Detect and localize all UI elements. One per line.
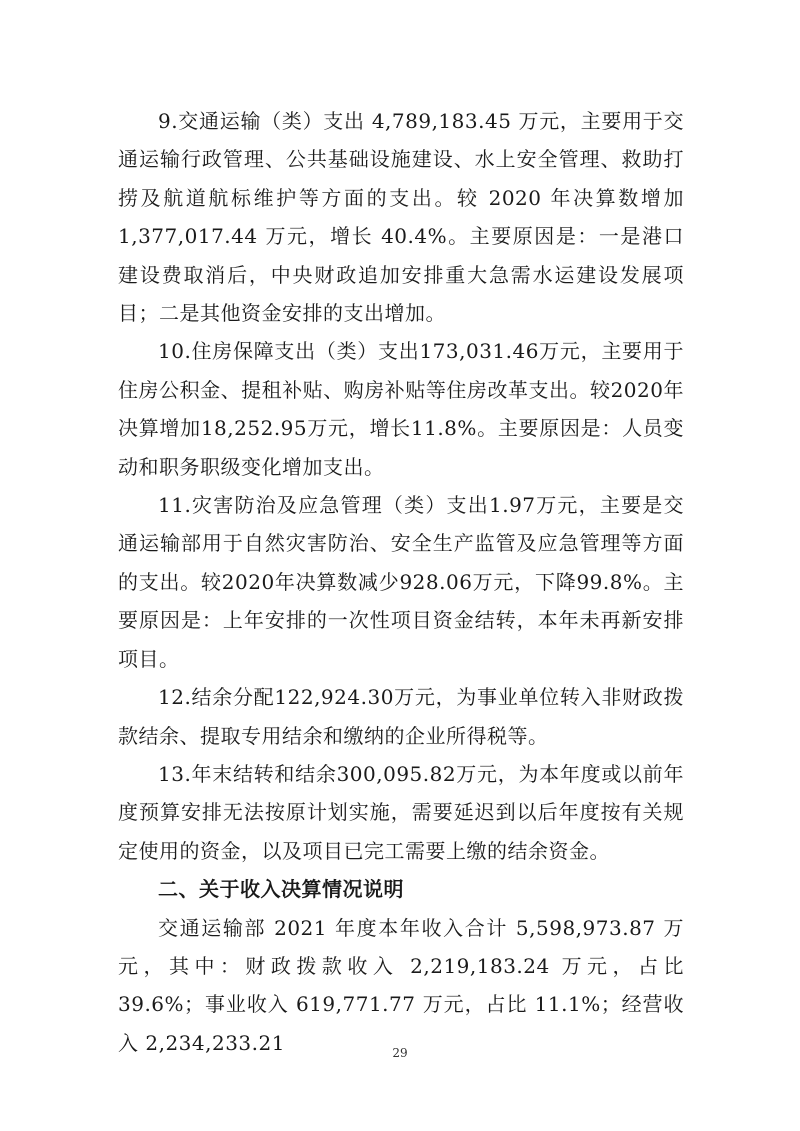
paragraph-disaster-expenditure: 11.灾害防治及应急管理（类）支出1.97万元，主要是交通运输部用于自然灾害防治、安全生产监管及应急管理等方面的支出。较2020年决算数减少928.06万元，下降99.8%。主要原因是：上年安排的一次性项目资金结转，本年未再新安排项目。 bbox=[118, 493, 684, 671]
section-heading: 二、关于收入决算情况说明 bbox=[158, 877, 404, 902]
body-text bbox=[118, 102, 684, 1062]
page-number: 29 bbox=[392, 1046, 408, 1060]
paragraph-housing-expenditure: 10.住房保障支出（类）支出173,031.46万元，主要用于住房公积金、提租补贴、购房补贴等住房改革支出。较2020年决算增加18,252.95万元，增长11.8%。主要原因是：人员变动和职务职级变化增加支出。 bbox=[118, 339, 684, 479]
paragraph-year-end-carryover: 13.年末结转和结余300,095.82万元，为本年度或以前年度预算安排无法按原计划实施，需要延迟到以后年度按有关规定使用的资金，以及项目已完工需要上缴的结余资金。 bbox=[118, 761, 684, 863]
paragraph-income-summary: 交通运输部 2021 年度本年收入合计 5,598,973.87 万元，其中：财政拨款收入 2,219,183.24 万元，占比 39.6%；事业收入 619,771.77 万元，占比 11.1%；经营收入 2,234,233.21 bbox=[118, 915, 684, 1055]
paragraph-transport-expenditure: 9.交通运输（类）支出 4,789,183.45 万元，主要用于交通运输行政管理、公共基础设施建设、水上安全管理、救助打捞及航道航标维护等方面的支出。较 2020 年决算数增加1,377,017.44 万元，增长 40.4%。主要原因是：一是港口建设费取消后，中央财政追加安排重大急需水运建设发展项目；二是其他资金安排的支出增加。 bbox=[118, 109, 684, 326]
paragraph-surplus-distribution: 12.结余分配122,924.30万元，为事业单位转入非财政拨款结余、提取专用结余和缴纳的企业所得税等。 bbox=[118, 685, 684, 748]
